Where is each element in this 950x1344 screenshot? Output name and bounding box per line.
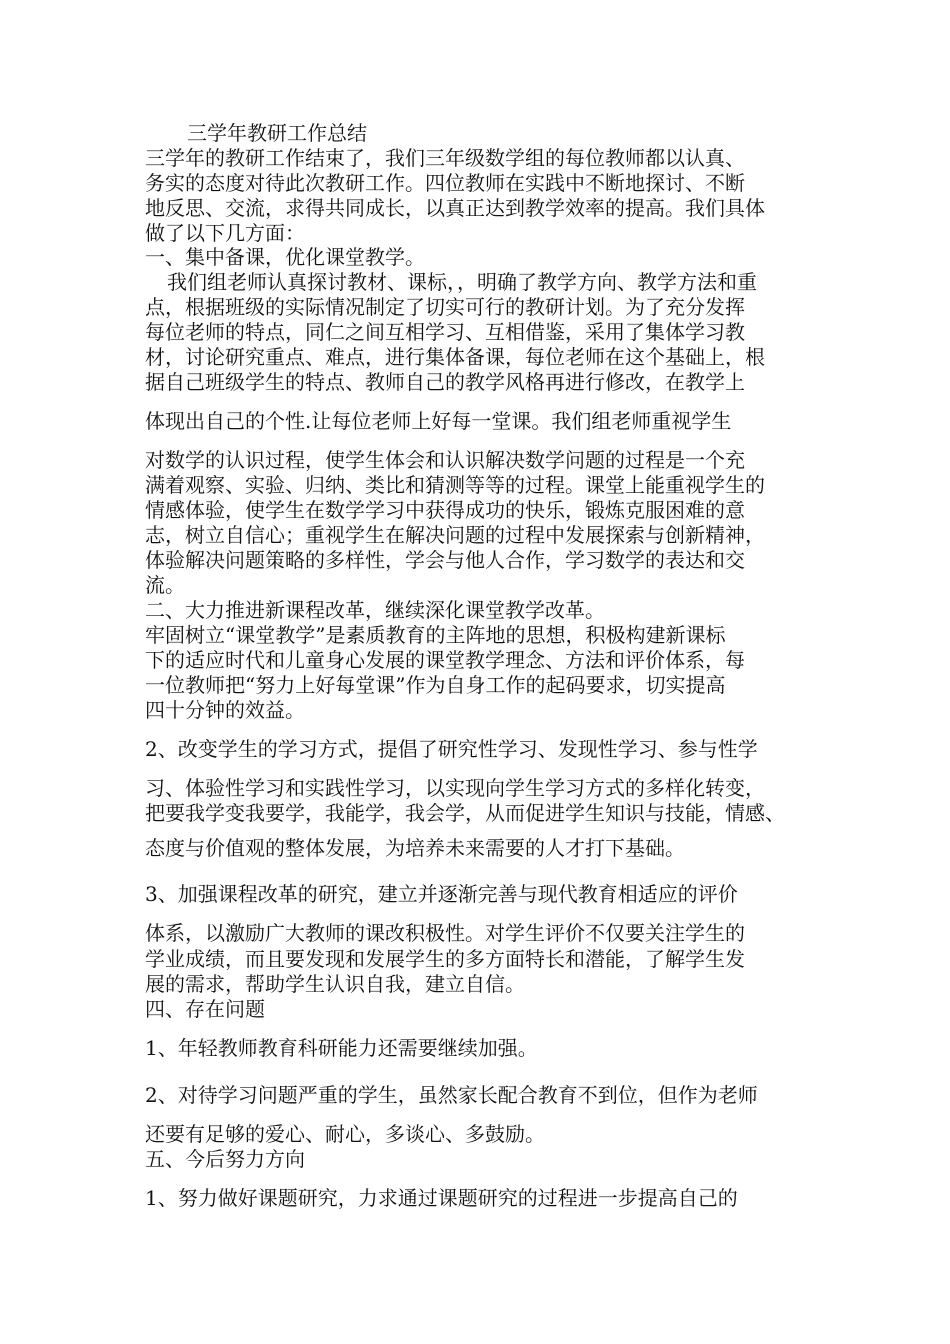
paragraph-line: 体系，以激励广大教师的课改积极性。对学生评价不仅要关注学生的 [145, 921, 745, 945]
paragraph-line: 地反思、交流，求得共同成长，以真正达到教学效率的提高。我们具体 [145, 196, 765, 220]
paragraph-line: 一位教师把“努力上好每堂课”作为自身工作的起码要求，切实提高 [145, 673, 726, 697]
paragraph-line: 体现出自己的个性.让每位老师上好每一堂课。我们组老师重视学生 [145, 409, 732, 433]
paragraph-line: 材，讨论研究重点、难点，进行集体备课，每位老师在这个基础上，根 [145, 345, 765, 369]
paragraph-line: 据自己班级学生的特点、教师自己的教学风格再进行修改，在教学上 [145, 370, 745, 394]
paragraph-line: 体验解决问题策略的多样性，学会与他人合作，学习数学的表达和交 [145, 548, 745, 572]
paragraph-line: 学业成绩，而且要发现和发展学生的多方面特长和潜能，了解学生发 [145, 947, 745, 971]
paragraph-line: 对数学的认识过程，使学生体会和认识解决数学问题的过程是一个充 [145, 448, 745, 472]
paragraph-line: 流。 [145, 573, 185, 597]
paragraph-line: 务实的态度对待此次教研工作。四位教师在实践中不断地探讨、不断 [145, 171, 745, 195]
paragraph-line: 2、对待学习问题严重的学生，虽然家长配合教育不到位，但作为老师 [145, 1083, 758, 1107]
section-heading: 五、今后努力方向 [145, 1147, 305, 1171]
paragraph-line: 下的适应时代和儿童身心发展的课堂教学理念、方法和评价体系，每 [145, 648, 745, 672]
paragraph-line: 还要有足够的爱心、耐心，多谈心、多鼓励。 [145, 1122, 545, 1146]
paragraph-line: 点，根据班级的实际情况制定了切实可行的教研计划。为了充分发挥 [145, 295, 745, 319]
paragraph-line: 情感体验，使学生在数学学习中获得成功的快乐，锻炼克服困难的意 [145, 498, 745, 522]
paragraph-line: 3、加强课程改革的研究，建立并逐渐完善与现代教育相适应的评价 [145, 882, 738, 906]
paragraph-line: 每位老师的特点，同仁之间互相学习、互相借鉴，采用了集体学习教 [145, 320, 745, 344]
paragraph-line: 牢固树立“课堂教学”是素质教育的主阵地的思想，积极构建新课标 [145, 623, 726, 647]
section-heading: 一、集中备课，优化课堂教学。 [145, 245, 425, 269]
section-heading: 四、存在问题 [145, 997, 265, 1021]
paragraph-line: 做了以下几方面： [145, 221, 305, 245]
paragraph-line: 1、努力做好课题研究，力求通过课题研究的过程进一步提高自己的 [145, 1186, 738, 1210]
paragraph-line: 把要我学变我要学，我能学，我会学，从而促进学生知识与技能，情感、 [145, 801, 785, 825]
section-heading: 二、大力推进新课程改革，继续深化课堂教学改革。 [145, 598, 605, 622]
paragraph-line: 满着观察、实验、归纳、类比和猜测等等的过程。课堂上能重视学生的 [145, 473, 765, 497]
paragraph-line: 三学年的教研工作结束了，我们三年级数学组的每位教师都以认真、 [145, 146, 745, 170]
paragraph-line: 态度与价值观的整体发展，为培养未来需要的人才打下基础。 [145, 836, 685, 860]
paragraph-line: 四十分钟的效益。 [145, 698, 305, 722]
paragraph-line: 展的需求，帮助学生认识自我，建立自信。 [145, 972, 525, 996]
paragraph-line: 我们组老师认真探讨教材、课标，，明确了教学方向、教学方法和重 [167, 270, 757, 294]
document-title: 三学年教研工作总结 [187, 121, 367, 145]
paragraph-line: 1、年轻教师教育科研能力还需要继续加强。 [145, 1036, 538, 1060]
paragraph-line: 2、改变学生的学习方式，提倡了研究性学习、发现性学习、参与性学 [145, 737, 758, 761]
paragraph-line: 习、体验性学习和实践性学习，以实现向学生学习方式的多样化转变， [145, 776, 765, 800]
paragraph-line: 志，树立自信心；重视学生在解决问题的过程中发展探索与创新精神， [145, 523, 765, 547]
